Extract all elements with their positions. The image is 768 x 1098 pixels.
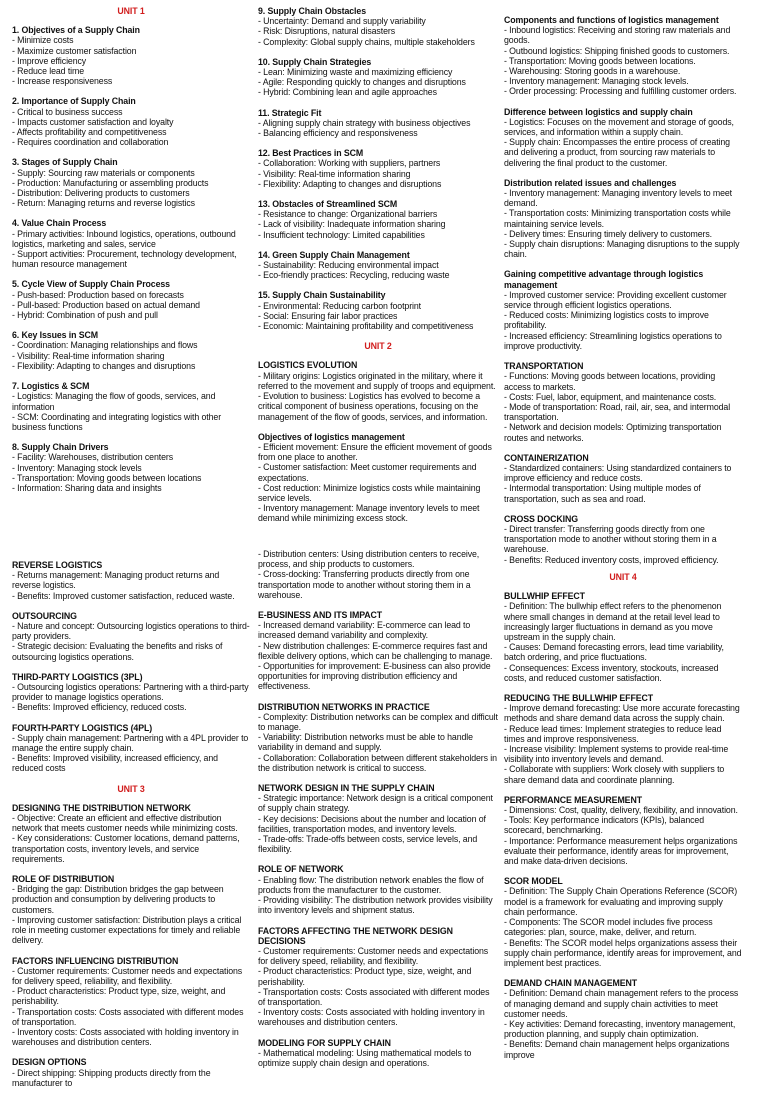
bullet-line: - SCM: Coordinating and integrating logistics with other business functions xyxy=(12,411,222,432)
bullet-line: - Improve demand forecasting: Use more accurate forecasting methods and share demand data across the supply chain. xyxy=(504,703,740,724)
section-transportation xyxy=(504,361,742,443)
section-title: PERFORMANCE MEASUREMENT xyxy=(504,794,642,805)
section-title: Difference between logistics and supply chain xyxy=(504,106,693,117)
bullet-line: - Transportation costs: Minimizing transportation costs while maintaining service levels. xyxy=(504,208,731,229)
bullet-line: - Balancing efficiency and responsiveness xyxy=(258,128,418,139)
bullet-line: - Mathematical modeling: Using mathematical models to optimize supply chain design and operations. xyxy=(258,1047,472,1068)
column-2-bottom xyxy=(258,549,498,1078)
section-title: DEMAND CHAIN MANAGEMENT xyxy=(504,978,638,989)
bullet-line: - Benefits: Improved visibility, increased efficiency, and reduced costs xyxy=(12,753,218,774)
section-design-options xyxy=(12,1057,250,1088)
column-1-bottom xyxy=(12,560,250,1098)
bullet-line: - Primary activities: Inbound logistics, operations, outbound logistics, marketing and sales, service xyxy=(12,228,236,249)
section-network-design-in-the-supply-chain xyxy=(258,783,498,854)
section-third-party-logistics-3pl xyxy=(12,672,250,713)
bullet-line: - Trade-offs: Trade-offs between costs, service levels, and flexibility. xyxy=(258,834,478,855)
bullet-line: - Push-based: Production based on forecasts xyxy=(12,289,184,300)
bullet-line: - Economic: Maintaining profitability and competitiveness xyxy=(258,321,474,332)
bullet-line: - Increased efficiency: Streamlining logistics operations to improve productivity. xyxy=(504,330,722,351)
section-11-strategic-fit xyxy=(258,108,498,139)
section-scor-model xyxy=(504,876,742,968)
bullet-line: - Returns management: Managing product returns and reverse logistics. xyxy=(12,570,220,591)
section-title: 7. Logistics & SCM xyxy=(12,381,90,392)
bullet-line: - Variability: Distribution networks must be able to handle variability in demand and supply. xyxy=(258,732,473,753)
bullet-line: - Collaboration: Collaboration between different stakeholders in the distribution network is critical to success. xyxy=(258,752,497,773)
section-title: CONTAINERIZATION xyxy=(504,452,589,463)
section-title: BULLWHIP EFFECT xyxy=(504,591,585,602)
section-distribution-networks-in-practice xyxy=(258,702,498,773)
bullet-line: - Insufficient technology: Limited capabilities xyxy=(258,229,425,240)
section-9-supply-chain-obstacles xyxy=(258,6,498,47)
bullet-line: - Standardized containers: Using standardized containers to improve efficiency and reduce costs. xyxy=(504,462,732,484)
bullet-line: - Resistance to change: Organizational barriers xyxy=(258,209,438,220)
section-12-best-practices-in-scm xyxy=(258,148,498,189)
section-title: 8. Supply Chain Drivers xyxy=(12,442,109,453)
bullet-line: - Risk: Disruptions, natural disasters xyxy=(258,26,395,37)
section-4-value-chain-process xyxy=(12,218,250,269)
bullet-line: - Benefits: Improved efficiency, reduced costs. xyxy=(12,702,187,713)
bullet-line: - Reduce lead time xyxy=(12,66,85,77)
bullet-line: - Supply chain disruptions: Managing disruptions to the supply chain. xyxy=(504,239,740,260)
bullet-line: - Product characteristics: Product type, size, weight, and perishability. xyxy=(258,966,472,987)
bullet-line: - Distribution centers: Using distribution centers to receive, process, and ship products to customers. xyxy=(258,549,480,570)
bullet-line: - Increase visibility: Implement systems to provide real-time visibility into inventory levels and demand. xyxy=(504,744,729,765)
section-designing-the-distribution-network xyxy=(12,803,250,864)
bullet-line: - Key decisions: Decisions about the number and location of facilities, transportation modes, and inventory levels. xyxy=(258,813,486,834)
section-title: 11. Strategic Fit xyxy=(258,107,322,118)
bullet-line: - Minimize costs xyxy=(12,35,74,46)
bullet-line: - Importance: Performance measurement helps organizations evaluate their performance, identify areas for improvement, and make data-driven decisions. xyxy=(504,835,738,867)
bullet-line: - Definition: Demand chain management refers to the process of managing demand and supply chain activities to meet customer needs. xyxy=(504,988,739,1019)
bullet-line: - Providing visibility: The distribution network provides visibility into inventory levels and shipment status. xyxy=(258,895,493,916)
bullet-line: - Improve efficiency xyxy=(12,55,87,66)
section-performance-measurement xyxy=(504,795,742,866)
bullet-line: - Cost reduction: Minimize logistics costs while maintaining service levels. xyxy=(258,482,481,503)
section-components-and-functions-of-logistics-management xyxy=(504,15,742,97)
bullet-line: - Benefits: Reduced inventory costs, improved efficiency. xyxy=(504,554,719,565)
bullet-line: - Eco-friendly practices: Recycling, reducing waste xyxy=(258,270,450,281)
section-title: FACTORS AFFECTING THE NETWORK DESIGN DECISIONS xyxy=(258,925,453,946)
section-title: 15. Supply Chain Sustainability xyxy=(258,290,386,301)
bullet-line: - Agile: Responding quickly to changes and disruptions xyxy=(258,77,466,88)
bullet-line: - Benefits: The SCOR model helps organizations assess their supply chain performance, identify areas for improvement, and implement best practices. xyxy=(504,937,742,968)
bullet-line: - Cross-docking: Transferring products directly from one transportation mode to another without storing them in a warehouse. xyxy=(258,569,471,600)
section-1-objectives-of-a-supply-chain xyxy=(12,25,250,86)
section-5-cycle-view-of-supply-chain-process xyxy=(12,279,250,320)
bullet-line: - Supply: Sourcing raw materials or components xyxy=(12,167,195,178)
section-title: NETWORK DESIGN IN THE SUPPLY CHAIN xyxy=(258,783,435,794)
section-title: REVERSE LOGISTICS xyxy=(12,560,103,570)
bullet-line: - Consequences: Excess inventory, stockouts, increased costs, and reduced customer satisfaction. xyxy=(504,662,719,683)
bullet-line: - Product characteristics: Product type, size, weight, and perishability. xyxy=(12,986,226,1007)
bullet-line: - Visibility: Real-time information sharing xyxy=(12,350,165,361)
bullet-line: - Support activities: Procurement, technology development, human resource management xyxy=(12,249,237,270)
bullet-line: - Improved customer service: Providing excellent customer service through efficient logistics operations. xyxy=(504,289,727,311)
bullet-line: - Nature and concept: Outsourcing logistics operations to third-party providers. xyxy=(12,621,250,642)
section-title: Gaining competitive advantage through logistics management xyxy=(504,269,704,290)
column-3-bottom xyxy=(504,572,742,1070)
section-14-green-supply-chain-management xyxy=(258,250,498,281)
bullet-line: - Lean: Minimizing waste and maximizing efficiency xyxy=(258,67,453,78)
section-title: ROLE OF DISTRIBUTION xyxy=(12,874,115,885)
bullet-line: - Transportation: Moving goods between locations xyxy=(12,472,202,483)
bullet-line: - Production: Manufacturing or assembling products xyxy=(12,177,209,188)
column-2-top xyxy=(258,6,498,534)
bullet-line: - Delivery times: Ensuring timely delivery to customers. xyxy=(504,228,713,239)
bullet-line: - Complexity: Global supply chains, multiple stakeholders xyxy=(258,36,475,47)
bullet-line: - Definition: The Supply Chain Operations Reference (SCOR) model is a framework for evaluating and improving supply chain performance. xyxy=(504,886,738,917)
bullet-line: - Causes: Demand forecasting errors, lead time variability, batch ordering, and price fluctuations. xyxy=(504,642,724,663)
section-title: Components and functions of logistics management xyxy=(504,15,719,25)
bullet-line: - Requires coordination and collaboration xyxy=(12,137,169,148)
section-logistics-evolution xyxy=(258,360,498,421)
section-15-supply-chain-sustainability xyxy=(258,290,498,331)
bullet-line: - Affects profitability and competitiveness xyxy=(12,127,167,138)
bullet-line: - Flexibility: Adapting to changes and disruptions xyxy=(258,178,442,189)
section-title: ROLE OF NETWORK xyxy=(258,864,344,875)
section-8-supply-chain-drivers xyxy=(12,442,250,493)
section-continued xyxy=(258,549,498,600)
bullet-line: - Logistics: Managing the flow of goods, services, and information xyxy=(12,391,216,412)
section-title: 2. Importance of Supply Chain xyxy=(12,96,136,107)
bullet-line: - Impacts customer satisfaction and loyalty xyxy=(12,116,174,127)
bullet-line: - Inventory management: Managing stock levels. xyxy=(504,76,689,87)
bullet-line: - Strategic importance: Network design is a critical component of supply chain strategy. xyxy=(258,793,493,814)
section-title: Distribution related issues and challenges xyxy=(504,177,677,188)
bullet-line: - Hybrid: Combination of push and pull xyxy=(12,310,158,321)
section-title: TRANSPORTATION xyxy=(504,361,584,372)
section-outsourcing xyxy=(12,611,250,662)
section-title: THIRD-PARTY LOGISTICS (3PL) xyxy=(12,671,143,682)
bullet-line: - Outbound logistics: Shipping finished goods to customers. xyxy=(504,45,730,56)
section-title: DISTRIBUTION NETWORKS IN PRACTICE xyxy=(258,701,430,712)
section-fourth-party-logistics-4pl xyxy=(12,723,250,774)
section-title: CROSS DOCKING xyxy=(504,513,578,524)
bullet-line: - Efficient movement: Ensure the efficient movement of goods from one place to another. xyxy=(258,441,492,463)
section-title: 9. Supply Chain Obstacles xyxy=(258,6,366,16)
bullet-line: - Environmental: Reducing carbon footprint xyxy=(258,300,422,311)
bullet-line: - Distribution: Delivering products to customers xyxy=(12,188,190,199)
section-3-stages-of-supply-chain xyxy=(12,157,250,208)
bullet-line: - Inventory: Managing stock levels xyxy=(12,462,142,473)
section-13-obstacles-of-streamlined-scm xyxy=(258,199,498,240)
bullet-line: - Strategic decision: Evaluating the benefits and risks of outsourcing logistics operations. xyxy=(12,641,223,662)
bullet-line: - Maximize customer satisfaction xyxy=(12,45,137,56)
bullet-line: - Hybrid: Combining lean and agile approaches xyxy=(258,87,437,98)
bullet-line: - Bridging the gap: Distribution bridges the gap between production and consumption by delivering products to customers. xyxy=(12,884,224,915)
unit-1-heading: UNIT 1 xyxy=(117,6,145,16)
bullet-line: - Inventory costs: Costs associated with holding inventory in warehouses and distribution centers. xyxy=(258,1007,485,1028)
section-title: 4. Value Chain Process xyxy=(12,218,107,229)
section-demand-chain-management xyxy=(504,978,742,1060)
bullet-line: - Collaborate with suppliers: Work closely with suppliers to share demand data and coordinate planning. xyxy=(504,764,725,785)
bullet-line: - Military origins: Logistics originated in the military, where it referred to the movement and supply of troops and equipment. xyxy=(258,370,496,391)
column-3-top xyxy=(504,15,742,575)
bullet-line: - Complexity: Distribution networks can be complex and difficult to manage. xyxy=(258,711,498,733)
bullet-line: - Functions: Moving goods between locations, providing access to markets. xyxy=(504,371,716,392)
bullet-line: - Supply chain: Encompasses the entire process of creating and delivering a product, from sourcing raw materials to delivering the final product to the customer. xyxy=(504,137,730,168)
section-objectives-of-logistics-management xyxy=(258,432,498,524)
bullet-line: - Network and decision models: Optimizing transportation routes and networks. xyxy=(504,422,722,443)
section-cross-docking xyxy=(504,514,742,565)
bullet-line: - Customer satisfaction: Meet customer requirements and expectations. xyxy=(258,462,477,483)
bullet-line: - Opportunities for improvement: E-business can also provide opportunities for improving distribution efficiency and effectiveness. xyxy=(258,661,491,692)
bullet-line: - Inventory management: Manage inventory levels to meet demand while minimizing excess stock. xyxy=(258,503,480,524)
section-title: LOGISTICS EVOLUTION xyxy=(258,360,358,371)
bullet-line: - Improving customer satisfaction: Distribution plays a critical role in meeting customer expectations for timely and reliable delivery. xyxy=(12,914,242,946)
bullet-line: - Objective: Create an efficient and effective distribution network that meets customer needs while minimizing costs. xyxy=(12,813,238,834)
section-title: 14. Green Supply Chain Management xyxy=(258,249,410,260)
section-title: 1. Objectives of a Supply Chain xyxy=(12,25,140,36)
section-distribution-related-issues-and-challenges xyxy=(504,178,742,260)
bullet-line: - Visibility: Real-time information sharing xyxy=(258,168,411,179)
section-title: MODELING FOR SUPPLY CHAIN xyxy=(258,1037,391,1048)
bullet-line: - Intermodal transportation: Using multiple modes of transportation, such as sea and road. xyxy=(504,483,701,504)
section-title: DESIGNING THE DISTRIBUTION NETWORK xyxy=(12,802,191,813)
bullet-line: - Transportation: Moving goods between locations. xyxy=(504,55,696,66)
unit-3-heading: UNIT 3 xyxy=(117,783,145,794)
bullet-line: - Supply chain management: Partnering with a 4PL provider to manage the entire supply chain. xyxy=(12,732,249,754)
bullet-line: - Inventory costs: Costs associated with holding inventory in warehouses and distribution centers. xyxy=(12,1026,239,1048)
column-1-top xyxy=(12,6,250,503)
section-modeling-for-supply-chain xyxy=(258,1038,498,1069)
section-role-of-distribution xyxy=(12,874,250,945)
section-title: Objectives of logistics management xyxy=(258,431,405,442)
bullet-line: - Order processing: Processing and fulfilling customer orders. xyxy=(504,86,737,97)
bullet-line: - Collaboration: Working with suppliers, partners xyxy=(258,158,441,169)
bullet-line: - Costs: Fuel, labor, equipment, and maintenance costs. xyxy=(504,391,717,402)
section-2-importance-of-supply-chain xyxy=(12,96,250,147)
bullet-line: - Key activities: Demand forecasting, inventory management, production planning, and supply chain optimization. xyxy=(504,1018,736,1040)
bullet-line: - Logistics: Focuses on the movement and storage of goods, services, and information within a supply chain. xyxy=(504,116,734,138)
bullet-line: - Dimensions: Cost, quality, delivery, flexibility, and innovation. xyxy=(504,805,738,816)
unit-4-heading: UNIT 4 xyxy=(609,572,637,582)
section-title: 3. Stages of Supply Chain xyxy=(12,157,118,168)
section-title: E-BUSINESS AND ITS IMPACT xyxy=(258,610,383,621)
bullet-line: - Tools: Key performance indicators (KPIs), balanced scorecard, benchmarking. xyxy=(504,815,704,836)
bullet-line: - Transportation costs: Costs associated with different modes of transportation. xyxy=(12,1006,244,1027)
section-difference-between-logistics-and-supply-chain xyxy=(504,107,742,168)
bullet-line: - Outsourcing logistics operations: Partnering with a third-party provider to manage logistics operations. xyxy=(12,682,249,703)
bullet-line: - New distribution challenges: E-commerce requires fast and flexible delivery options, which can be challenging to manage. xyxy=(258,640,493,661)
bullet-line: - Customer requirements: Customer needs and expectations for delivery speed, reliability, and flexibility. xyxy=(12,965,243,986)
section-title: FACTORS INFLUENCING DISTRIBUTION xyxy=(12,955,179,966)
section-reducing-the-bullwhip-effect xyxy=(504,693,742,785)
bullet-line: - Inbound logistics: Receiving and storing raw materials and goods. xyxy=(504,25,731,46)
section-10-supply-chain-strategies xyxy=(258,57,498,98)
bullet-line: - Benefits: Improved customer satisfaction, reduced waste. xyxy=(12,590,235,601)
bullet-line: - Reduce lead times: Implement strategies to reduce lead times and improve responsiveness. xyxy=(504,723,722,744)
section-title: FOURTH-PARTY LOGISTICS (4PL) xyxy=(12,722,153,733)
bullet-line: - Coordination: Managing relationships and flows xyxy=(12,340,198,351)
section-e-business-and-its-impact xyxy=(258,610,498,692)
bullet-line: - Lack of visibility: Inadequate information sharing xyxy=(258,219,446,230)
bullet-line: - Components: The SCOR model includes five process categories: plan, source, make, deliver, and return. xyxy=(504,917,713,938)
section-title: 5. Cycle View of Supply Chain Process xyxy=(12,279,170,290)
bullet-line: - Customer requirements: Customer needs and expectations for delivery speed, reliability, and flexibility. xyxy=(258,945,489,967)
bullet-line: - Reduced costs: Minimizing logistics costs to improve profitability. xyxy=(504,310,709,331)
section-6-key-issues-in-scm xyxy=(12,330,250,371)
section-factors-influencing-distribution xyxy=(12,956,250,1048)
section-factors-affecting-the-network-design-decisions xyxy=(258,926,498,1028)
section-title: OUTSOURCING xyxy=(12,610,77,621)
section-title: SCOR MODEL xyxy=(504,876,563,887)
bullet-line: - Aligning supply chain strategy with business objectives xyxy=(258,117,471,128)
section-7-logistics-scm xyxy=(12,381,250,432)
bullet-line: - Social: Ensuring fair labor practices xyxy=(258,310,398,321)
bullet-line: - Warehousing: Storing goods in a warehouse. xyxy=(504,66,681,77)
bullet-line: - Enabling flow: The distribution network enables the flow of products from the manufacturer to the customer. xyxy=(258,874,484,895)
bullet-line: - Direct shipping: Shipping products directly from the manufacturer to xyxy=(12,1067,211,1088)
bullet-line: - Inventory management: Managing inventory levels to meet demand. xyxy=(504,188,733,209)
bullet-line: - Increased demand variability: E-commerce can lead to increased demand variability and complexity. xyxy=(258,620,471,641)
bullet-line: - Pull-based: Production based on actual demand xyxy=(12,299,200,310)
bullet-line: - Return: Managing returns and reverse logistics xyxy=(12,198,195,209)
bullet-line: - Mode of transportation: Road, rail, air, sea, and intermodal transportation. xyxy=(504,401,731,423)
section-title: REDUCING THE BULLWHIP EFFECT xyxy=(504,693,654,704)
unit-2-heading: UNIT 2 xyxy=(364,341,392,352)
section-bullwhip-effect xyxy=(504,591,742,683)
section-gaining-competitive-advantage-through-logistics-management xyxy=(504,269,742,351)
section-containerization xyxy=(504,453,742,504)
section-title: 13. Obstacles of Streamlined SCM xyxy=(258,199,398,210)
bullet-line: - Benefits: Demand chain management helps organizations improve xyxy=(504,1039,730,1060)
bullet-line: - Critical to business success xyxy=(12,106,123,117)
bullet-line: - Increase responsiveness xyxy=(12,76,113,87)
bullet-line: - Direct transfer: Transferring goods directly from one transportation mode to another without storing them in a warehouse. xyxy=(504,523,717,555)
bullet-line: - Key considerations: Customer locations, demand patterns, transportation costs, inventory levels, and service requirements. xyxy=(12,833,240,864)
section-role-of-network xyxy=(258,864,498,915)
section-title: 10. Supply Chain Strategies xyxy=(258,56,372,67)
section-title: 6. Key Issues in SCM xyxy=(12,330,99,341)
bullet-line: - Transportation costs: Costs associated with different modes of transportation. xyxy=(258,986,490,1007)
section-title: DESIGN OPTIONS xyxy=(12,1057,87,1068)
section-reverse-logistics xyxy=(12,560,250,601)
section-title: 12. Best Practices in SCM xyxy=(258,148,364,159)
bullet-line: - Uncertainty: Demand and supply variability xyxy=(258,16,426,27)
bullet-line: - Flexibility: Adapting to changes and disruptions xyxy=(12,360,196,371)
bullet-line: - Definition: The bullwhip effect refers to the phenomenon where small changes in demand at the retail level lead to increasingly larger fluctuations in demand as you move upstream in the supply chain. xyxy=(504,601,722,643)
bullet-line: - Sustainability: Reducing environmental impact xyxy=(258,260,439,271)
bullet-line: - Facility: Warehouses, distribution centers xyxy=(12,452,174,463)
bullet-line: - Information: Sharing data and insights xyxy=(12,482,162,493)
bullet-line: - Evolution to business: Logistics has evolved to become a critical component of business operations, focusing on the management of the flow of goods, services, and information. xyxy=(258,391,488,422)
